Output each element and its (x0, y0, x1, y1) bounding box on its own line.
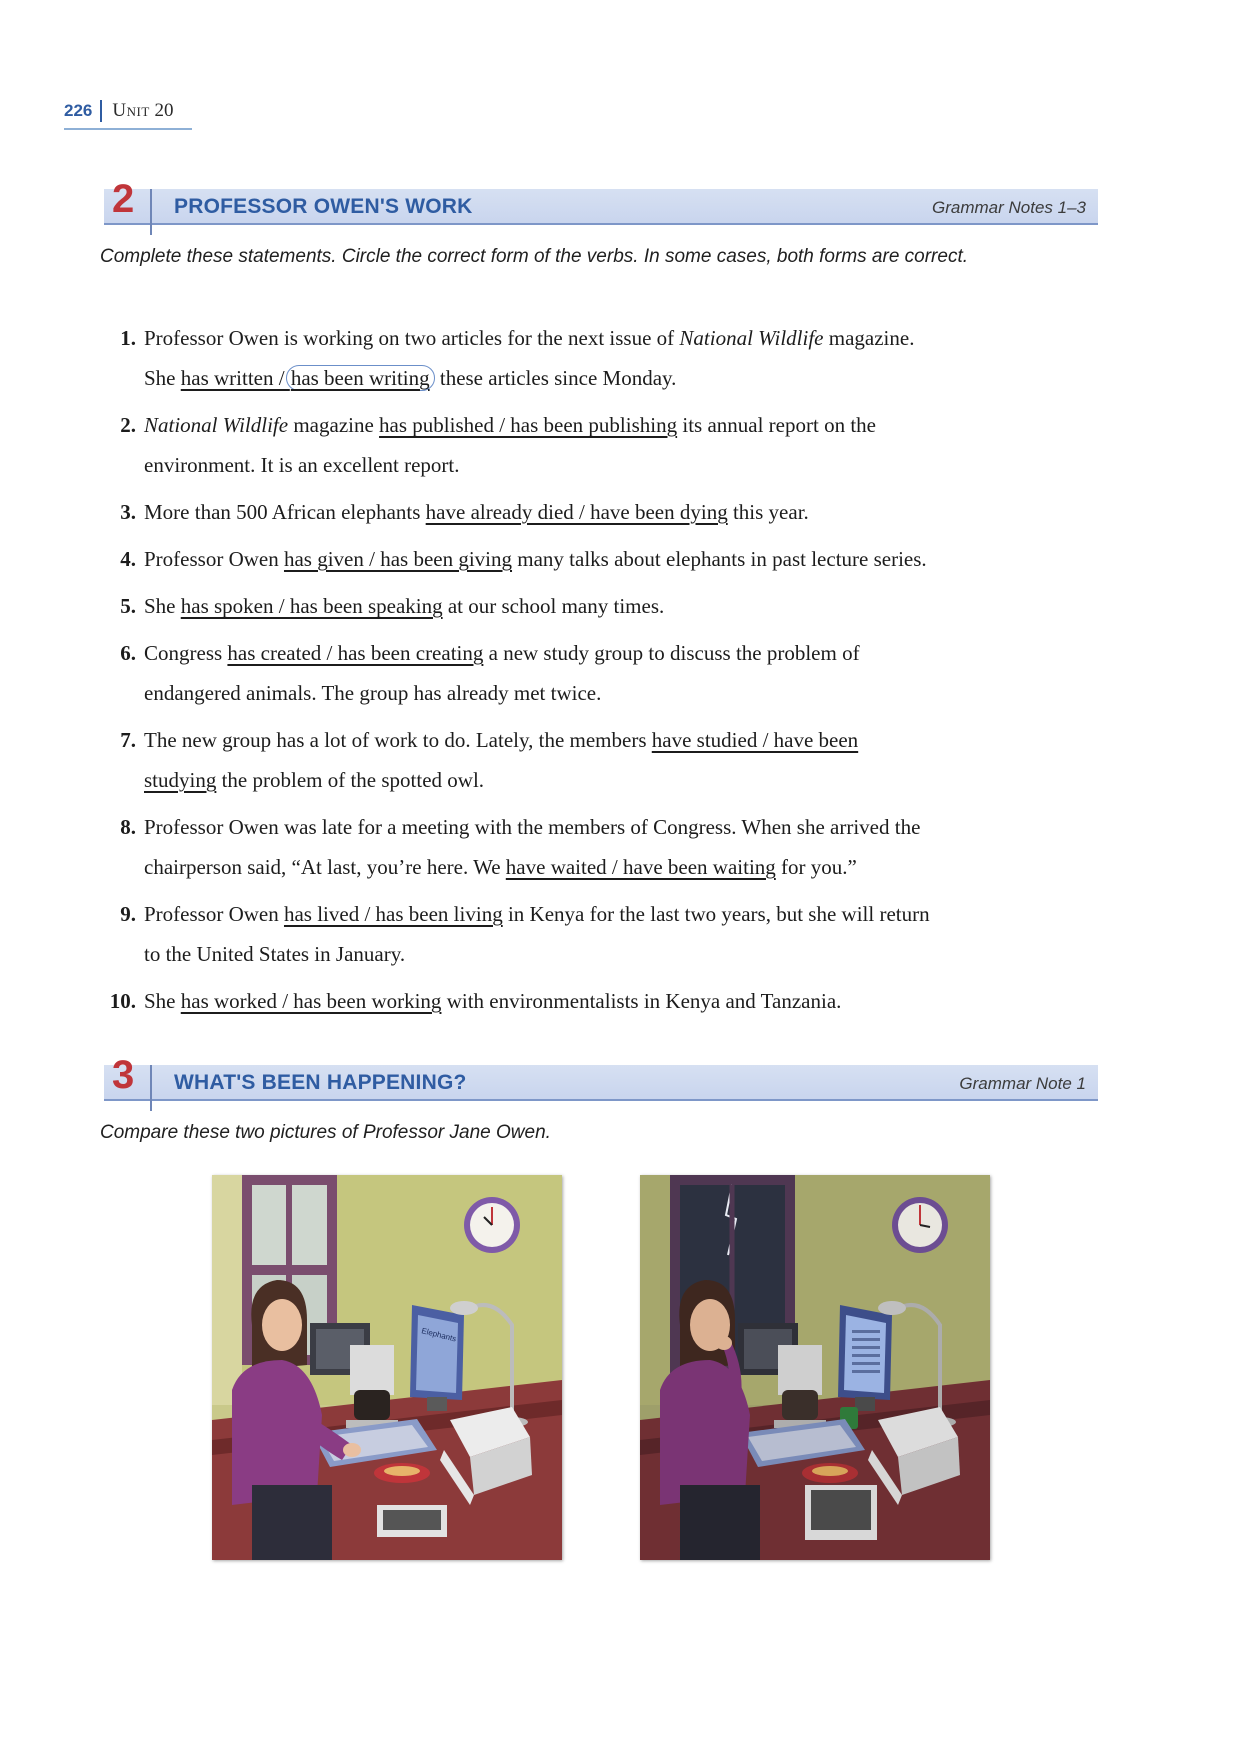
section-title: PROFESSOR OWEN'S WORK (174, 195, 473, 218)
running-header (64, 100, 192, 130)
exercise-list (100, 318, 1100, 1028)
exercise-item-2: 2. National Wildlife magazine has published / has been publishing its annual report on the environment. It is an excellent report. (100, 405, 1100, 485)
grammar-note-reference: Grammar Note 1 (959, 1074, 1086, 1093)
verb-choice-first[interactable]: has written / (180, 366, 290, 390)
exercise-item-3: 3. More than 500 African elephants have already died / have been dying this year. (100, 492, 1100, 532)
item-number: 2. (120, 413, 136, 437)
verb-choice-continued[interactable]: studying (144, 768, 217, 792)
item-number: 4. (120, 547, 136, 571)
item-number: 6. (120, 641, 136, 665)
verb-choice[interactable]: have already died / have been dying (425, 500, 728, 524)
verb-choice[interactable]: has created / has been creating (227, 641, 484, 665)
unit-label: Unit 20 (112, 100, 174, 121)
clock-icon (892, 1197, 948, 1253)
section-3-instructions: Compare these two pictures of Professor Jane Owen. (100, 1122, 551, 1143)
item-number: 7. (120, 728, 136, 752)
screen-label: Elephants (420, 1326, 458, 1344)
illustration-daytime (212, 1175, 562, 1560)
exercise-item-8: 8. Professor Owen was late for a meeting with the members of Congress. When she arrived the chairperson said, “At last, you’re here. We have waited / have been waiting for you.” (100, 807, 1100, 887)
section-3-header (104, 1053, 1098, 1101)
exercise-item-5: 5. She has spoken / has been speaking at our school many times. (100, 586, 1100, 626)
verb-choice[interactable]: have waited / have been waiting (505, 855, 776, 879)
verb-choice[interactable]: has worked / has been working (180, 989, 442, 1013)
item-number: 8. (120, 815, 136, 839)
exercise-item-6: 6. Congress has created / has been creating a new study group to discuss the problem of endangered animals. The group has already met twice. (100, 633, 1100, 713)
section-title: WHAT'S BEEN HAPPENING? (174, 1071, 467, 1094)
verb-choice[interactable]: has published / has been publishing (379, 413, 678, 437)
computer-monitor (838, 1305, 892, 1411)
verb-choice[interactable]: have studied / have been (651, 728, 859, 752)
section-number: 2 (112, 177, 135, 221)
section-2-header (104, 177, 1098, 225)
item-number: 3. (120, 500, 136, 524)
page-number: 226 (64, 100, 102, 122)
clock-icon (464, 1197, 520, 1253)
exercise-item-4: 4. Professor Owen has given / has been giving many talks about elephants in past lecture series. (100, 539, 1100, 579)
computer-monitor (410, 1305, 464, 1411)
section-divider (150, 1065, 152, 1111)
verb-choice[interactable]: has spoken / has been speaking (180, 594, 443, 618)
section-number: 3 (112, 1053, 135, 1097)
exercise-item-10: 10. She has worked / has been working with environmentalists in Kenya and Tanzania. (100, 981, 1100, 1021)
verb-choice[interactable]: has given / has been giving (283, 547, 513, 571)
item-number: 10. (109, 989, 136, 1013)
verb-choice[interactable]: has lived / has been living (283, 902, 503, 926)
section-2-instructions: Complete these statements. Circle the correct form of the verbs. In some cases, both forms are correct. (100, 246, 969, 267)
item-number: 1. (120, 326, 136, 350)
item-number: 5. (120, 594, 136, 618)
section-divider (150, 189, 152, 235)
grammar-notes-reference: Grammar Notes 1–3 (932, 198, 1086, 217)
illustration-nighttime (640, 1175, 990, 1560)
verb-choice-circled[interactable]: has been writing (286, 365, 435, 391)
exercise-item-7: 7. The new group has a lot of work to do. Lately, the members have studied / have been studying the problem of the spotted owl. (100, 720, 1100, 800)
exercise-item-1: 1. Professor Owen is working on two articles for the next issue of National Wildlife magazine. She has written / has been writing these articles since Monday. (100, 318, 1100, 398)
item-number: 9. (120, 902, 136, 926)
exercise-item-9: 9. Professor Owen has lived / has been living in Kenya for the last two years, but she will return to the United States in January. (100, 894, 1100, 974)
